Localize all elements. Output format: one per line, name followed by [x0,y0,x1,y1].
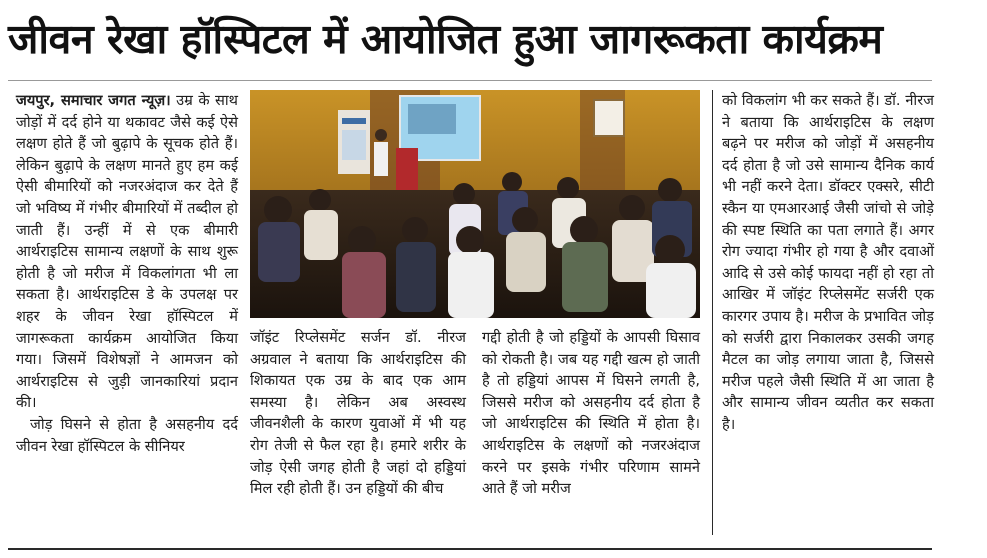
article-column-2 [250,327,466,500]
article-column-1 [16,90,238,457]
article-column-3 [482,327,700,500]
article-column-4 [722,90,934,436]
column-4-text: को विकलांग भी कर सकते हैं। डॉ. नीरज ने बताया कि आर्थराइटिस के लक्षण बढ़ने पर मरीज को जोड़ों में असहनीय दर्द होता है जो उसे सामान्य दैनिक कार्य भी नहीं करने देता। डॉक्टर एक्सरे, सीटी स्कैन या एमआरआई जैसी जांचो से जोड़े की स्पष्ट स्थिति का पता लगाते हैं। अगर रोग ज्यादा गंभीर हो गया है और दवाओं आदि से उसे कोई फायदा नहीं हो रहा तो आखिर में जॉइंट रिप्लेसमेंट सर्जरी एक कारगर उपाय है। मरीज के प्रभावित जोड़ को सर्जरी द्वारा निकालकर उसकी जगह मैटल का जोड़ लगाया जाता है, जिससे मरीज पहले जैसी स्थिति में आ जाता है और सामान्य जीवन व्यतीत कर सकता है। [722,92,934,433]
event-photo [250,90,700,318]
speaker [375,129,387,141]
lead-text: उम्र के साथ जोड़ों में दर्द होने या थकावट जैसे कई ऐसे लक्षण होते हैं जो बुढ़ापे के सूचक होते हैं। लेकिन बुढ़ापे के लक्षण मानते हुए हम कई ऐसी बीमारियों को नजरअंदाज कर देते हैं जो भविष्य में गंभीर बीमारियों में तब्दील हो जाती हैं। उन्हीं में से एक बीमारी आर्थराइटिस सामान्य लक्षणों के साथ शुरू होती है जो मरीज में विकलांगता भी ला सकता है। आर्थराइटिस डे के उपलक्ष पर शहर के जीवन रेखा हॉस्पिटल में जागरूकता कार्यक्रम आयोजित किया गया। जिसमें विशेषज्ञों ने आमजन को आर्थराइटिस से जुड़ी जानकारियां प्रदान की। [16,92,239,412]
wall-frame [594,100,624,136]
column-3-text: गद्दी होती है जो हड्डियों के आपसी घिसाव को रोकती है। जब यह गद्दी खत्म हो जाती है तो हड्डियां आपस में घिसने लगती है, जिससे मरीज को असहनीय दर्द होता है जो आर्थराइटिस की स्थिति में होता है। आर्थराइटिस के लक्षणों को नजरअंदाज करने पर इसके गंभीर परिणाम सामने आते हैं जो मरीज [482,329,700,498]
headline-divider [8,80,932,81]
bottom-rule [8,548,932,550]
column-2-text: जॉइंट रिप्लेसमेंट सर्जन डॉ. नीरज अग्रवाल ने बताया कि आर्थराइटिस की शिकायत एक उम्र के बाद एक आम समस्या है। लेकिन अब अस्वस्थ जीवनशैली के कारण युवाओं में भी यह रोग तेजी से फैल रहा है। हमारे शरीर के जोड़ ऐसी जगह होती है जहां दो हड्डियां मिल रही होती हैं। उन हड्डियों की बीच [250,329,466,498]
headline: जीवन रेखा हॉस्पिटल में आयोजित हुआ जागरूकता कार्यक्रम [8,15,883,63]
lead-paragraph [16,90,238,414]
column-divider [712,90,713,535]
dateline: जयपुर, समाचार जगत न्यूज़। [16,92,171,109]
subhead-paragraph: जोड़ घिसने से होता है असहनीय दर्द जीवन रेखा हॉस्पिटल के सीनियर [16,415,238,455]
